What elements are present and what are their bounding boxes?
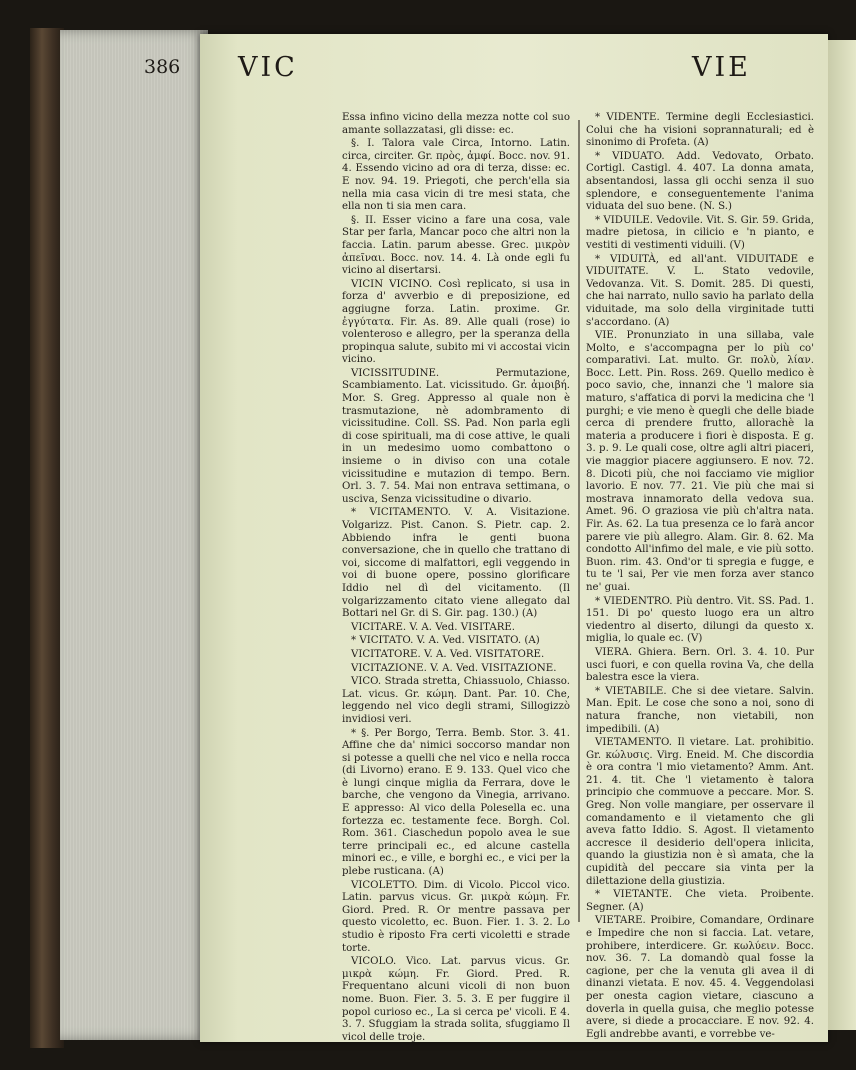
page-number: 386 (144, 56, 181, 78)
dictionary-entry: VIETARE. Proibire, Comandare, Ordinare e Impedire che non si faccia. Lat. vetare, prohibere, interdicere. Gr. κωλύειν. Bocc. nov. 36. 7. La domandò qual fosse la cagione, per che la venuta gli avea il di dinanzi vietata. E nov. 45. 4. Veggendolasi per onesta cagion vietare, ciascuno a doverla in quella guisa, che meglio potesse avere, si diede a procacciare. E nov. 92. 4. Egli andrebbe avanti, e vorrebbe ve- (586, 915, 814, 1040)
dictionary-entry: VICO. Strada stretta, Chiassuolo, Chiasso. Lat. vicus. Gr. κώμη. Dant. Par. 10. Che, leggendo nel vico degli strami, Sillogizzò invidiosi veri. (342, 676, 570, 725)
book-binding (30, 28, 64, 1048)
dictionary-entry: VICOLO. Vico. Lat. parvus vicus. Gr. μικρὰ κώμη. Fr. Giord. Pred. R. Frequentano alcuni vicoli di non buon nome. Buon. Fier. 3. 5. 3. E per fuggire il popol curioso ec., La si cerca pe' vicoli. E 4. 3. 7. Sfuggiam la strada solita, sfuggiamo Il vicol delle troje. (342, 956, 570, 1043)
dictionary-entry: VICOLETTO. Dim. di Vicolo. Piccol vico. Latin. parvus vicus. Gr. μικρὰ κώμη. Fr. Giord. Pred. R. Or mentre passava per questo vicoletto, ec. Buon. Fier. 1. 3. 2. Lo studio è riposto Fra certi vicoletti e strade torte. (342, 879, 570, 954)
dictionary-entry: * §. Per Borgo, Terra. Bemb. Stor. 3. 41. Affine che da' nimici soccorso mandar non si potesse a quelli che nel vico e nella rocca (di Livorno) erano. E 9. 133. Quel vico che è lungi cinque miglia da Ferrara, dove le barche, che vengono da Vinegia, arrivano. E appresso: Al vico della Polesella ec. una fortezza ec. testamente fece. Borgh. Col. Rom. 361. Ciaschedun popolo avea le sue terre principali ec., ed alcune castella minori ec., e ville, e borghi ec., e vici per la plebe rusticana. (A) (342, 727, 570, 878)
dictionary-entry: VIE. Pronunziato in una sillaba, vale Molto, e s'accompagna per lo più co' comparativi. Lat. multo. Gr. πολὺ, λίαν. Bocc. Lett. Pin. Ross. 269. Quello medico è poco savio, che, innanzi che 'l malore sia maturo, s'affatica di porvi la medicina che 'l purghi; e vie meno è quegli che delle biade cerca di prendere frutto, allorachè la materia a producere i fiori è disposta. E g. 3. p. 9. Le quali cose, oltre agli altri piaceri, vie maggior piacere aggiunsero. E nov. 72. 8. Dicoti più, che noi facciamo vie miglior lavorio. E nov. 77. 21. Vie più che mai si mostrava innamorato della vedova sua. Amet. 96. O graziosa vie più ch'altra nata. Fir. As. 62. La tua presenza ce lo farà ancor parere vie più allegro. Alam. Gir. 8. 62. Ma condotto All'infimo del male, e vie più sotto. Buon. rim. 43. Ond'or ti spregia e fugge, e tu te 'l sai, Per vie men forza aver stanco ne' guai. (586, 330, 814, 593)
dictionary-entry: VIERA. Ghiera. Bern. Orl. 3. 4. 10. Pur usci fuori, e con quella rovina Va, che della balestra esce la viera. (586, 646, 814, 684)
dictionary-entry: * VIETANTE. Che vieta. Proibente. Segner. (A) (586, 889, 814, 913)
dictionary-entry: VICIN VICINO. Così replicato, si usa in forza d' avverbio e di preposizione, ed aggiugne forza. Latin. proxime. Gr. ἐγγύτατα. Fir. As. 89. Alle quali (rose) io volenteroso e allegro, per la speranza della propinqua salute, subito mi vi accostai vicin vicino. (342, 278, 570, 366)
right-column (586, 112, 814, 1040)
page-header (144, 52, 824, 92)
column-divider (578, 120, 580, 922)
dictionary-entry: * VICITATO. V. A. Ved. VISITATO. (A) (351, 635, 540, 647)
dictionary-entry: VICITARE. V. A. Ved. VISITARE. (351, 621, 516, 633)
dictionary-entry: * VIEDENTRO. Più dentro. Vit. SS. Pad. 1. 151. Di po' questo luogo era un altro viedentro al diserto, dilungi da questo x. miglia, lo quale ec. (V) (586, 595, 814, 645)
dictionary-entry: §. II. Esser vicino a fare una cosa, vale Star per farla, Mancar poco che altri non la faccia. Latin. parum abesse. Grec. μικρὸν ἀπεῖναι. Bocc. nov. 14. 4. Là onde egli fu vicino al disertarsi. (342, 214, 570, 277)
dictionary-entry: * VIDUITÀ, ed all'ant. VIDUITADE e VIDUITATE. V. L. Stato vedovile, Vedovanza. Vit. S. Domit. 285. Di questi, che hai narrato, nullo savio ha parlato della viduitade, ma solo della virginitade tutti s'accordano. (A) (586, 253, 814, 328)
dictionary-entry: * VIDUILE. Vedovile. Vit. S. Gir. 59. Grida, madre pietosa, in cilicio e 'n pianto, e vestiti di vestimenti viduili. (V) (586, 214, 814, 251)
right-headword: VIE (692, 52, 751, 83)
left-headword: VIC (238, 52, 298, 83)
page-edges (60, 30, 208, 1040)
dictionary-entry: §. I. Talora vale Circa, Intorno. Latin. circa, circiter. Gr. πρὸς, ἀμφί. Bocc. nov. 91. 4. Essendo vicino ad ora di terza, disse: ec. E nov. 94. 19. Priegoti, che perch'ella sia nella mia casa vicin di tre mesi stata, che ella non ti sia men cara. (342, 138, 570, 213)
dictionary-entry: VICITAZIONE. V. A. Ved. VISITAZIONE. (351, 662, 557, 674)
dictionary-entry: Essa infino vicino della mezza notte col suo amante sollazzatasi, gli disse: ec. (342, 112, 570, 136)
dictionary-entry: * VIETABILE. Che si dee vietare. Salvin. Man. Epit. Le cose che sono a noi, sono di natura franche, non vietabili, non impedibili. (A) (586, 685, 814, 735)
dictionary-entry: VICISSITUDINE. Permutazione, Scambiamento. Lat. vicissitudo. Gr. ἀμοιβή. Mor. S. Greg. Appresso al quale non è trasmutazione, nè adombramento di vicissitudine. Coll. SS. Pad. Non parla egli di cose spirituali, ma di cose attive, le quali in un medesimo uomo combattono o insieme o in diviso con una cotale vicissitudine e mutazion di tempo. Bern. Orl. 3. 7. 54. Mai non entrava settimana, o usciva, Senza vicissitudine o divario. (342, 367, 570, 505)
dictionary-entry: * VIDENTE. Termine degli Ecclesiastici. Colui che ha visioni soprannaturali; ed è sinonimo di Profeta. (A) (586, 112, 814, 149)
dictionary-entry: VIETAMENTO. Il vietare. Lat. prohibitio. Gr. κώλυσις. Virg. Eneid. M. Che discordia è ora contra 'l mio vietamento? Amm. Ant. 21. 4. tit. Che 'l vietamento è talora principio che commuove a peccare. Mor. S. Greg. Non volle mangiare, per osservare il comandamento e il vietamento che gli aveva fatto Iddio. S. Agost. Il vietamento accresce il desiderio dell'opera inlicita, quando la giustizia non è sì amata, che la cupidità del peccare sia vinta per la dilettazione della giustizia. (586, 737, 814, 887)
left-column (342, 112, 570, 1043)
facing-page-edge (828, 40, 856, 1030)
dictionary-entry: * VICITAMENTO. V. A. Visitazione. Volgarizz. Pist. Canon. S. Pietr. cap. 2. Abbiendo infra le genti buona conversazione, che in quello che trattano di voi, siccome di malfattori, egli veggendo in voi di buone opere, possino glorificare Iddio nel dì del vicitamento. (Il volgarizzamento citato viene allegato dal Bottari nel Gr. di S. Gir. pag. 130.) (A) (342, 507, 570, 620)
dictionary-entry: VICITATORE. V. A. Ved. VISITATORE. (351, 648, 545, 660)
dictionary-entry: * VIDUATO. Add. Vedovato, Orbato. Cortigl. Castigl. 4. 407. La donna amata, absentandosi, lassa gli occhi senza il suo splendore, e conseguentemente l'anima viduata del suo bene. (N. S.) (586, 150, 814, 213)
